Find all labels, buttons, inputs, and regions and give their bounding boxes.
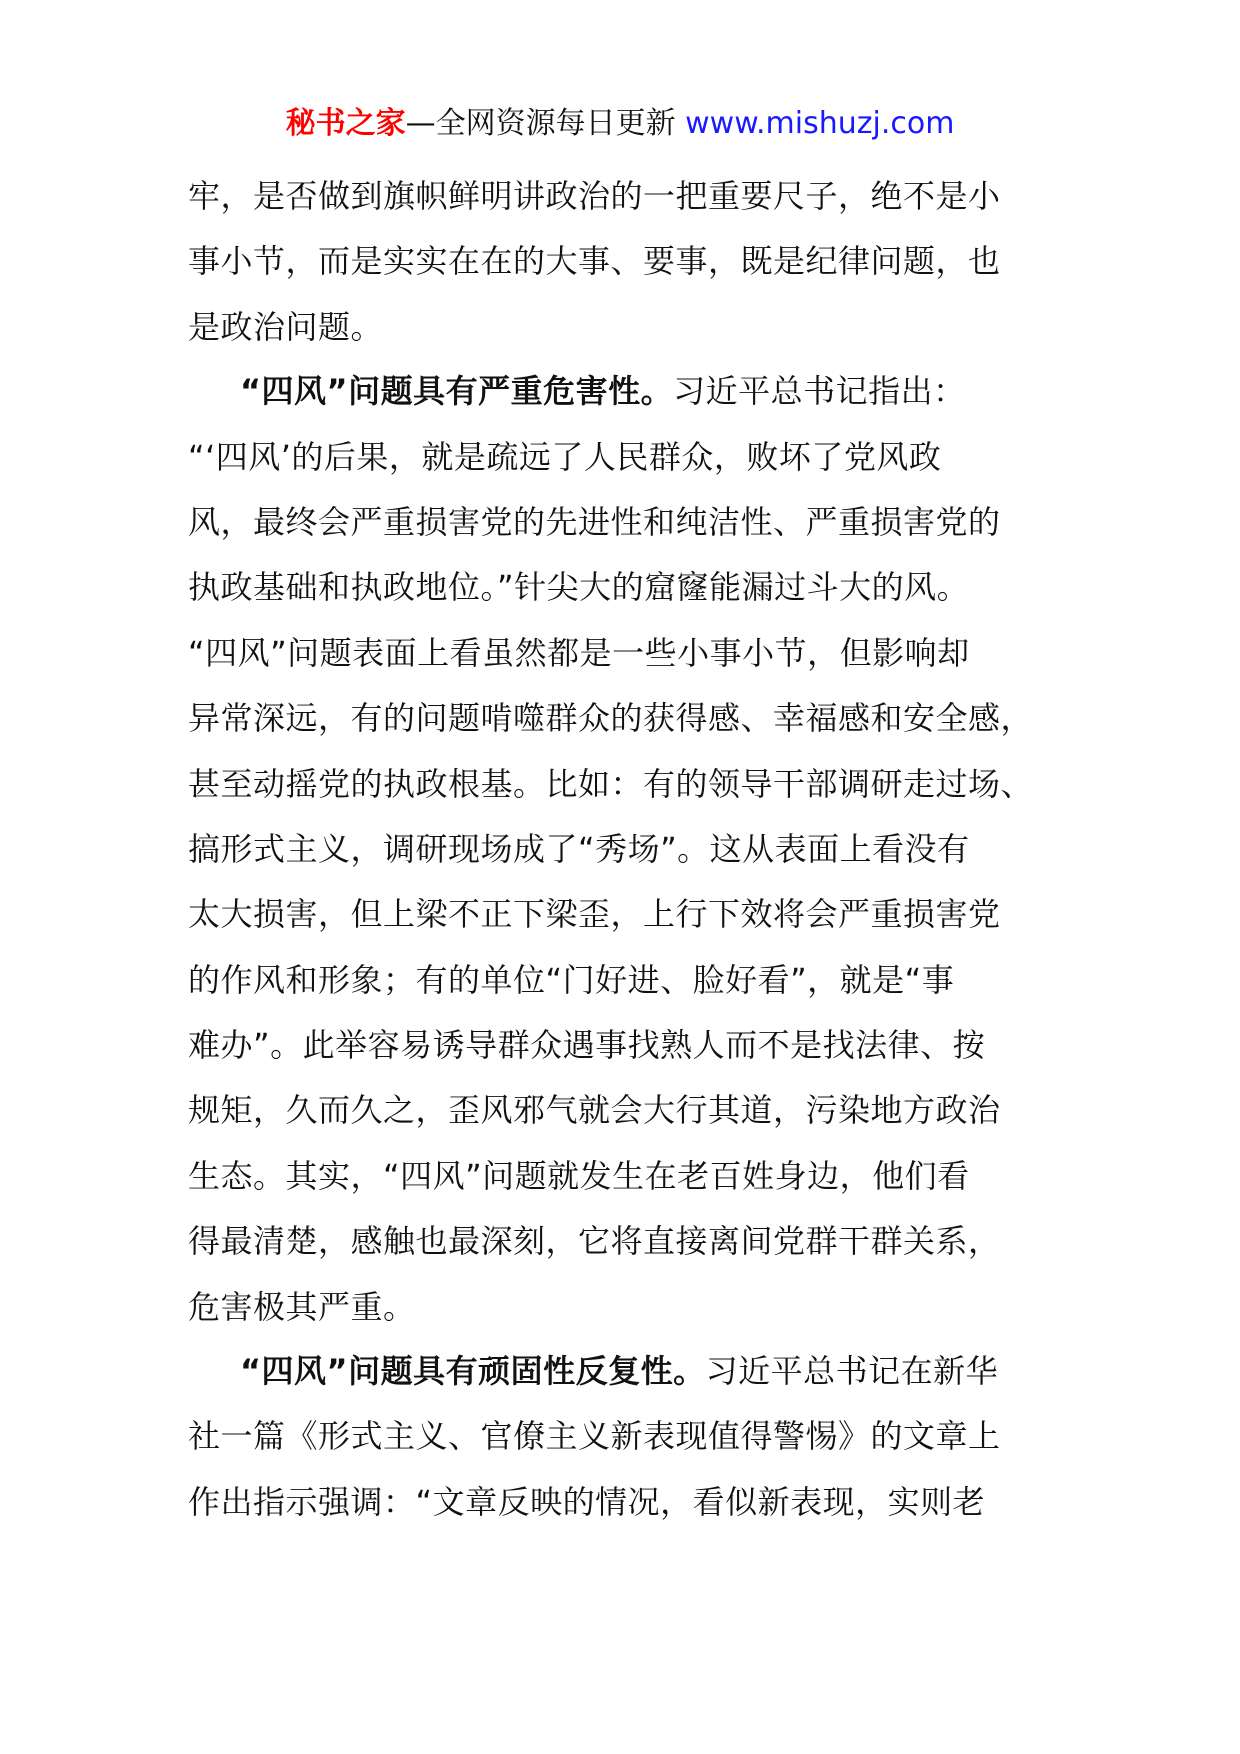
brand-name: 秘书之家 (285, 106, 406, 141)
paragraph-lead: “四风”问题具有顽固性反复性。 (240, 1352, 706, 1391)
text-line: 牢，是否做到旗帜鲜明讲政治的一把重要尺子，绝不是小 (188, 177, 1001, 215)
text-line: “四风”问题表面上看虽然都是一些小事小节，但影响却 (188, 633, 970, 672)
header-tagline: —全网资源每日更新 (405, 106, 686, 141)
text-line: 甚至动摇党的执政根基。比如：有的领导干部调研走过场、 (188, 764, 1034, 803)
page-header (0, 104, 1240, 144)
text-line (188, 359, 1068, 424)
text-line: 规矩，久而久之，歪风邪气就会大行其道，污染地方政治 (188, 1091, 1001, 1130)
website-link[interactable]: www.mishuzj.com (685, 106, 955, 141)
paragraph-stubbornness (188, 1339, 1068, 1535)
text-line: 搞形式主义，调研现场成了“秀场”。这从表面上看没有 (188, 829, 970, 868)
text-line: 生态。其实，“四风”问题就发生在老百姓身边，他们看 (188, 1156, 970, 1195)
text-line: 危害极其严重。 (188, 1287, 416, 1326)
text-line: “‘四风’的后果，就是疏远了人民群众，败坏了党风政 (188, 437, 942, 476)
text-line: 太大损害，但上梁不正下梁歪，上行下效将会严重损害党 (188, 895, 1001, 934)
text-line: 异常深远，有的问题啃噬群众的获得感、幸福感和安全感， (188, 699, 1034, 738)
text-run: 习近平总书记在新华 (705, 1352, 999, 1391)
text-line: 难办”。此举容易诱导群众遇事找熟人而不是找法律、按 (188, 1026, 986, 1065)
paragraph-harmfulness (188, 359, 1068, 1340)
text-line: 是政治问题。 (188, 307, 384, 346)
text-line: 执政基础和执政地位。”针尖大的窟窿能漏过斗大的风。 (188, 568, 970, 607)
text-line: 的作风和形象；有的单位“门好进、脸好看”，就是“事 (188, 960, 955, 999)
text-line: 社一篇《形式主义、官僚主义新表现值得警惕》的文章上 (188, 1417, 1001, 1456)
text-line: 作出指示强调：“文章反映的情况，看似新表现，实则老 (188, 1482, 986, 1521)
text-line (188, 1339, 1068, 1404)
text-run: 习近平总书记指出： (673, 372, 966, 411)
text-line: 事小节，而是实实在在的大事、要事，既是纪律问题，也 (188, 242, 1001, 281)
text-line: 风，最终会严重损害党的先进性和纯洁性、严重损害党的 (188, 502, 1001, 541)
document-body (188, 164, 1068, 1535)
text-line: 得最清楚，感触也最深刻，它将直接离间党群干群关系， (188, 1222, 1001, 1261)
paragraph-lead: “四风”问题具有严重危害性。 (240, 372, 674, 411)
paragraph-continuation (188, 164, 1068, 360)
